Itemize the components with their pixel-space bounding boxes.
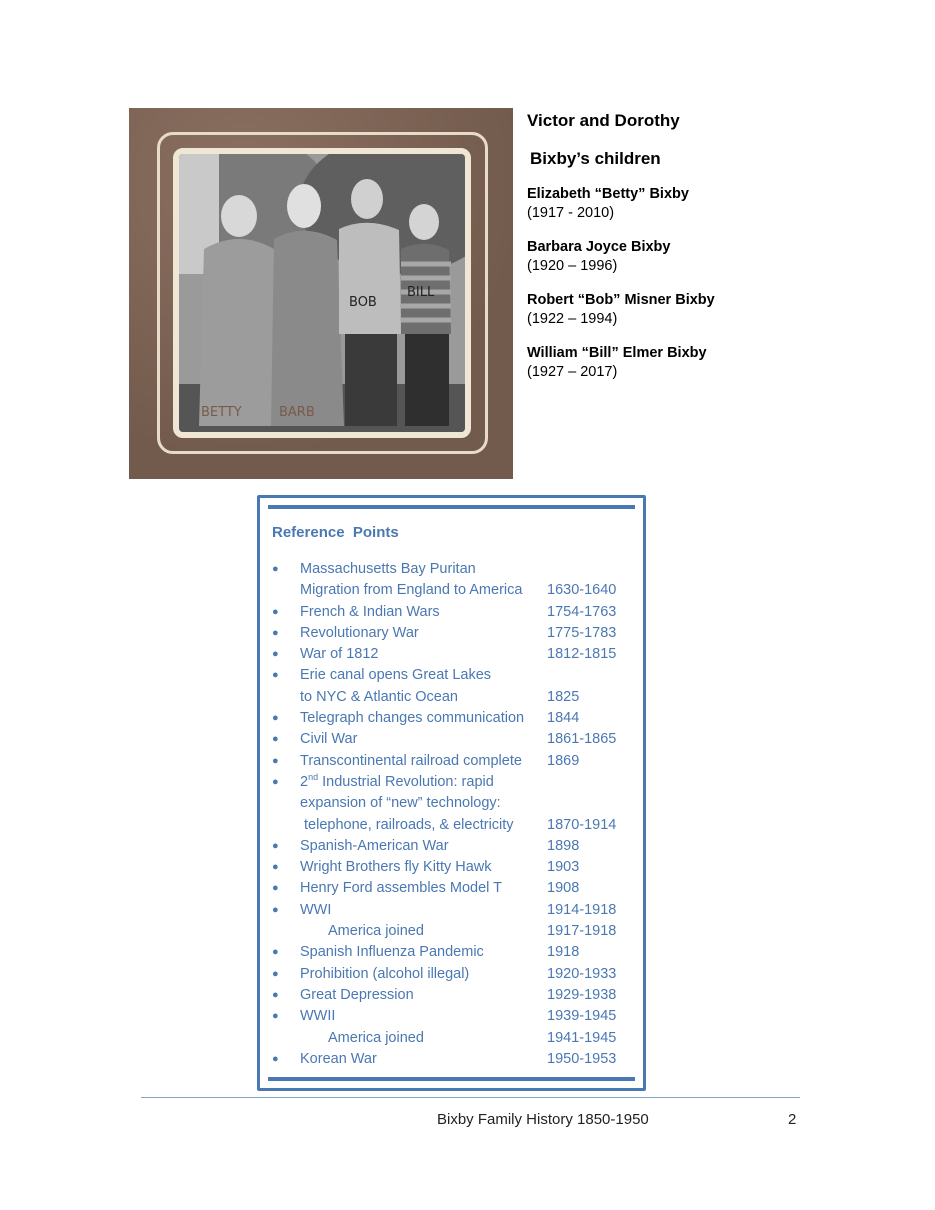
bullet-icon: ● — [272, 861, 279, 874]
reference-event: Telegraph changes communication — [300, 710, 525, 727]
reference-event: Spanish Influenza Pandemic — [300, 944, 484, 961]
reference-date: 1920-1933 — [547, 965, 617, 982]
child-years: (1917 - 2010) — [527, 205, 615, 221]
bullet-icon: ● — [272, 882, 279, 895]
reference-line — [272, 751, 632, 772]
reference-line — [272, 942, 632, 963]
bullet-icon: ● — [272, 712, 279, 725]
reference-date: 1754-1763 — [547, 603, 617, 620]
reference-line — [272, 857, 632, 878]
handwritten-label: BOB — [349, 295, 377, 310]
reference-line — [272, 878, 632, 899]
reference-date: 1870-1914 — [547, 816, 617, 833]
bullet-icon: ● — [272, 669, 279, 682]
reference-item — [272, 900, 632, 943]
ordinal-number: 2 — [300, 773, 309, 790]
reference-item — [272, 878, 632, 899]
reference-line — [272, 921, 632, 942]
reference-line — [272, 644, 632, 665]
reference-points-box — [257, 495, 646, 1091]
reference-event: Spanish-American War — [300, 837, 449, 854]
child-entry-robert — [527, 291, 827, 329]
reference-event: to NYC & Atlantic Ocean — [300, 688, 458, 705]
bullet-icon: ● — [272, 733, 279, 746]
child-name: Elizabeth “Betty” Bixby — [527, 186, 689, 202]
reference-date: 1812-1815 — [547, 646, 617, 663]
reference-item — [272, 836, 632, 857]
reference-item — [272, 708, 632, 729]
reference-event: Korean War — [300, 1050, 377, 1067]
reference-date: 1908 — [547, 880, 580, 897]
footer-divider — [141, 1097, 800, 1098]
reference-item — [272, 772, 632, 836]
reference-event — [300, 772, 547, 793]
reference-item — [272, 602, 632, 623]
bullet-icon — [272, 921, 300, 942]
reference-line — [272, 729, 632, 750]
reference-date: 1914-1918 — [547, 901, 617, 918]
reference-date: 1918 — [547, 944, 580, 961]
reference-date: 1941-1945 — [547, 1029, 617, 1046]
photo-print — [173, 148, 471, 438]
bullet-icon: ● — [272, 648, 279, 661]
child-entry-barbara — [527, 238, 827, 276]
bullet-icon: ● — [272, 775, 279, 788]
child-years: (1922 – 1994) — [527, 311, 618, 327]
reference-item — [272, 985, 632, 1006]
bullet-icon: ● — [272, 626, 279, 639]
reference-item — [272, 644, 632, 665]
bullet-icon — [272, 815, 300, 836]
reference-event: Erie canal opens Great Lakes — [300, 667, 492, 684]
reference-line — [272, 559, 632, 580]
footer-title: Bixby Family History 1850-1950 — [437, 1111, 649, 1128]
reference-line — [272, 964, 632, 985]
reference-event: Revolutionary War — [300, 624, 419, 641]
photo-image — [179, 154, 465, 432]
reference-date: 1844 — [547, 710, 580, 727]
reference-date: 1929-1938 — [547, 986, 617, 1003]
reference-line — [272, 708, 632, 729]
reference-item — [272, 942, 632, 963]
reference-line — [272, 1006, 632, 1027]
child-years: (1927 – 2017) — [527, 364, 618, 380]
box-bottom-rule — [268, 1077, 635, 1081]
bullet-icon: ● — [272, 946, 279, 959]
reference-line — [272, 836, 632, 857]
reference-item — [272, 857, 632, 878]
page-number: 2 — [788, 1111, 797, 1128]
reference-line — [272, 900, 632, 921]
reference-line — [272, 623, 632, 644]
caption-subtitle: Bixby’s children — [530, 149, 661, 168]
reference-line — [272, 985, 632, 1006]
reference-line — [272, 665, 632, 686]
reference-date: 1775-1783 — [547, 624, 617, 641]
bullet-icon — [272, 1028, 300, 1049]
handwritten-label: BARB — [279, 405, 315, 420]
reference-event: telephone, railroads, & electricity — [304, 816, 514, 833]
reference-event: expansion of “new” technology: — [300, 795, 501, 812]
reference-event: WWI — [300, 901, 332, 918]
bullet-icon: ● — [272, 605, 279, 618]
reference-date: 1825 — [547, 688, 580, 705]
reference-date: 1939-1945 — [547, 1008, 617, 1025]
reference-line — [272, 772, 632, 793]
bullet-icon: ● — [272, 903, 279, 916]
reference-event: Great Depression — [300, 986, 414, 1003]
reference-line — [272, 687, 632, 708]
bullet-icon: ● — [272, 967, 279, 980]
child-name: Barbara Joyce Bixby — [527, 239, 671, 255]
bullet-icon: ● — [272, 754, 279, 767]
reference-event: Civil War — [300, 731, 358, 748]
handwritten-label: BILL — [407, 285, 435, 300]
box-top-rule — [268, 505, 635, 509]
reference-item — [272, 1049, 632, 1070]
bullet-icon — [272, 793, 300, 814]
child-years: (1920 – 1996) — [527, 258, 618, 274]
reference-event: Wright Brothers fly Kitty Hawk — [300, 859, 492, 876]
caption-title: Victor and Dorothy — [527, 111, 680, 130]
reference-line — [272, 1049, 632, 1070]
bullet-icon: ● — [272, 988, 279, 1001]
reference-date: 1869 — [547, 752, 580, 769]
child-entry-betty — [527, 185, 827, 223]
ordinal-suffix: nd — [308, 772, 319, 783]
reference-event: Massachusetts Bay Puritan — [300, 561, 476, 577]
reference-event: French & Indian Wars — [300, 603, 440, 620]
bullet-icon — [272, 687, 300, 708]
bullet-icon: ● — [272, 563, 279, 575]
reference-item — [272, 751, 632, 772]
reference-date: 1630-1640 — [547, 582, 617, 599]
handwritten-label: BETTY — [201, 405, 242, 420]
child-name: Robert “Bob” Misner Bixby — [527, 292, 715, 308]
bullet-icon: ● — [272, 1052, 279, 1065]
reference-date: 1903 — [547, 859, 580, 876]
reference-event: Prohibition (alcohol illegal) — [300, 965, 470, 982]
event-text: Industrial Revolution: rapid — [318, 773, 494, 790]
reference-title: Reference Points — [272, 524, 399, 541]
reference-item — [272, 964, 632, 985]
bullet-icon: ● — [272, 1010, 279, 1023]
reference-date: 1950-1953 — [547, 1050, 617, 1067]
reference-item — [272, 665, 632, 708]
reference-event: WWII — [300, 1008, 336, 1025]
reference-line — [272, 1028, 632, 1049]
reference-event: Henry Ford assembles Model T — [300, 880, 503, 897]
reference-event: America joined — [328, 1029, 424, 1046]
reference-line — [272, 580, 632, 601]
reference-date: 1898 — [547, 837, 580, 854]
reference-date: 1917-1918 — [547, 923, 617, 940]
reference-event: Migration from England to America — [300, 582, 523, 599]
reference-line — [272, 793, 632, 814]
family-photo — [129, 108, 513, 479]
reference-item — [272, 559, 632, 602]
bullet-icon: ● — [272, 839, 279, 852]
reference-line — [272, 815, 632, 836]
reference-event: America joined — [328, 923, 424, 940]
reference-line — [272, 602, 632, 623]
reference-event: War of 1812 — [300, 646, 379, 663]
reference-list — [272, 559, 632, 1070]
bullet-icon — [272, 580, 300, 601]
reference-item — [272, 623, 632, 644]
child-entry-william — [527, 344, 827, 382]
reference-event: Transcontinental railroad complete — [300, 752, 522, 769]
reference-item — [272, 1006, 632, 1049]
child-name: William “Bill” Elmer Bixby — [527, 345, 707, 361]
reference-item — [272, 729, 632, 750]
photo-caption — [527, 110, 827, 382]
reference-date: 1861-1865 — [547, 731, 617, 748]
